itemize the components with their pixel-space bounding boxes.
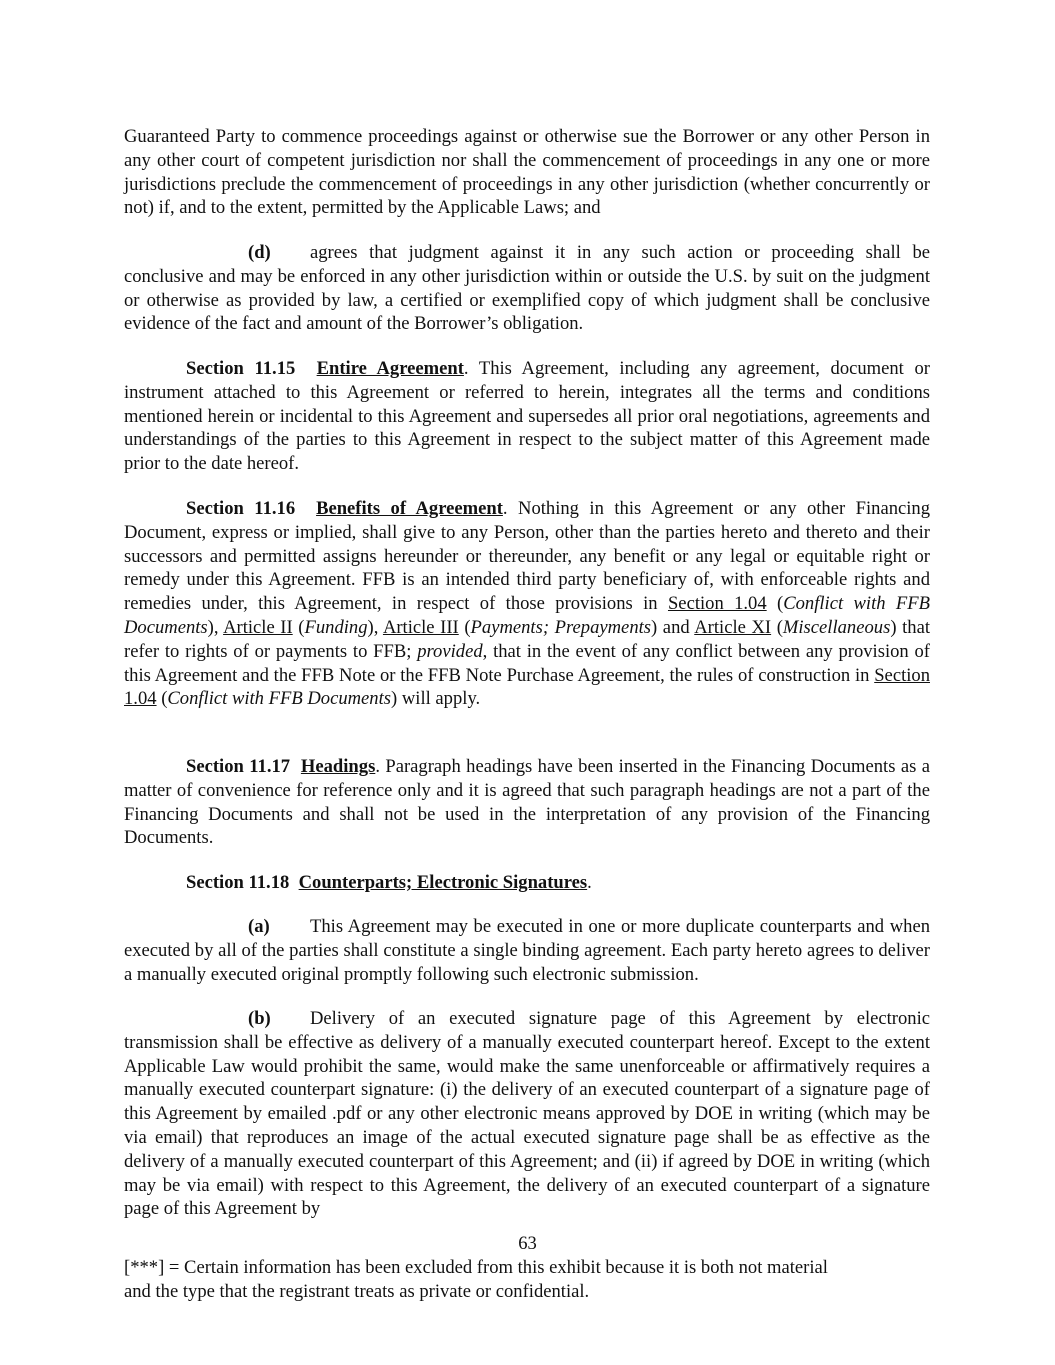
text-fragment: ( — [766, 593, 784, 615]
text-fragment: , that in the event of any conflict between any provision of this Agreement and the FFB Note or the FFB Note Purchase Agreement, the rules of construction in — [124, 640, 930, 686]
italic-title: Miscellaneous — [782, 616, 891, 638]
section-11-16-text-1: . Nothing in this Agreement or any other Financing Document, express or implied, shall give to any Person, other than the parties hereto and thereto and their successors and permitted assigns hereunder or thereunder, any benefit or any legal or equitable right or remedy under this Agreement. FFB is an intended third party beneficiary of, with enforceable rights and remedies under, this Agreement, in respect of those provisions in — [124, 498, 931, 615]
clause-b-label: (b) — [248, 1008, 271, 1029]
italic-title: Payments; Prepayments — [470, 616, 652, 638]
section-1-04-reference: Section 1.04 — [667, 593, 767, 615]
section-11-15 — [124, 357, 930, 476]
clause-d-text: agrees that judgment against it in any such action or proceeding shall be conclusive and may be enforced in any other jurisdiction within or outside the U.S. by suit on the judgment or otherwise as provided by law, a certified or exemplified copy of which judgment shall be conclusive evidence of the fact and amount of the Borrower’s obligation. — [124, 242, 930, 335]
continued-paragraph: Guaranteed Party to commence proceedings against or otherwise sue the Borrower or any other Person in any other court of competent jurisdiction nor shall the commencement of proceedings in any one or more jurisdictions preclude the commencement of proceedings in any other jurisdiction (whether concurrently or not) if, and to the extent, permitted by the Applicable Laws; and — [124, 126, 930, 219]
section-11-16-number: Section 11.16 — [186, 498, 296, 519]
text-fragment: ) and — [651, 616, 695, 638]
page-number: 63 — [518, 1233, 537, 1254]
section-11-16 — [124, 497, 930, 711]
section-11-17-text: . Paragraph headings have been inserted in the Financing Documents as a matter of convenience for reference only and it is agreed that such paragraph headings are not a part of the Financing Documents and shall not be used in the interpretation of any provision of the Financing Documents. — [124, 756, 930, 849]
article-xi-reference: Article XI — [694, 616, 772, 638]
text-fragment: ( — [458, 616, 471, 638]
text-fragment: ( — [292, 616, 305, 638]
confidentiality-footer — [124, 1256, 944, 1304]
italic-title: Conflict with FFB Documents — [167, 688, 392, 710]
section-1-04-reference: Section 1.04 — [124, 664, 930, 710]
section-11-15-text: . This Agreement, including any agreement, document or instrument attached to this Agreement or referred to herein, integrates all the terms and conditions mentioned herein or incidental to this Agreement and supersedes all prior oral negotiations, agreements and understandings of the parties to this Agreement in respect to the subject matter of this Agreement made prior to the date hereof. — [124, 358, 930, 475]
section-11-18-number: Section 11.18 — [186, 872, 290, 893]
section-11-16-heading: Benefits of Agreement — [316, 498, 503, 519]
text-fragment: ) will apply. — [391, 688, 481, 710]
clause-b-text: Delivery of an executed signature page of this Agreement by electronic transmission shall be effective as delivery of a manually executed counterpart hereof. Except to the extent Applicable Law would prohibit the same, would make the same unenforceable or affirmatively requires a manually executed counterpart signature: (i) the delivery of an executed counterpart of a signature page of this Agreement by emailed .pdf or any other electronic means approved by DOE in writing (which may be via email) that reproduces an image of the actual executed signature page shall be as effective as the delivery of a manually executed counterpart of this Agreement; and (ii) if agreed by DOE in writing (which may be via email) with respect to this Agreement, the delivery of an executed counterpart of a signature page of this Agreement by — [124, 1008, 930, 1220]
article-ii-reference: Article II — [223, 616, 293, 638]
section-11-18-text: . — [587, 872, 592, 893]
footer-line-2: and the type that the registrant treats as private or confidential. — [124, 1280, 590, 1302]
clause-d — [124, 241, 930, 336]
section-11-15-number: Section 11.15 — [186, 358, 296, 379]
section-11-17 — [124, 755, 930, 850]
text-fragment: ( — [156, 688, 168, 710]
italic-provided: provided — [417, 640, 483, 662]
section-11-17-number: Section 11.17 — [186, 756, 291, 777]
section-11-17-heading: Headings — [300, 756, 376, 777]
clause-b — [124, 1007, 930, 1221]
footer-line-1: [***] = Certain information has been excluded from this exhibit because it is both not material — [124, 1257, 828, 1278]
clause-a — [124, 915, 930, 986]
text-fragment: ), — [367, 616, 383, 638]
section-11-18-heading: Counterparts; Electronic Signatures — [298, 872, 588, 893]
italic-title: Conflict with FFB Documents — [124, 593, 930, 638]
text-fragment: ( — [771, 616, 783, 638]
clause-a-label: (a) — [248, 916, 270, 937]
section-11-18 — [124, 871, 930, 895]
text-fragment: ) that refer to rights of or payments to FFB; — [124, 616, 930, 662]
article-iii-reference: Article III — [382, 616, 459, 638]
section-11-15-heading: Entire Agreement — [316, 358, 464, 379]
italic-title: Funding — [304, 616, 368, 638]
text-fragment: ), — [207, 616, 224, 638]
clause-a-text: This Agreement may be executed in one or more duplicate counterparts and when executed by all of the parties shall constitute a single binding agreement. Each party hereto agrees to deliver a manually executed original promptly following such electronic submission. — [124, 916, 930, 985]
clause-d-label: (d) — [248, 242, 271, 263]
